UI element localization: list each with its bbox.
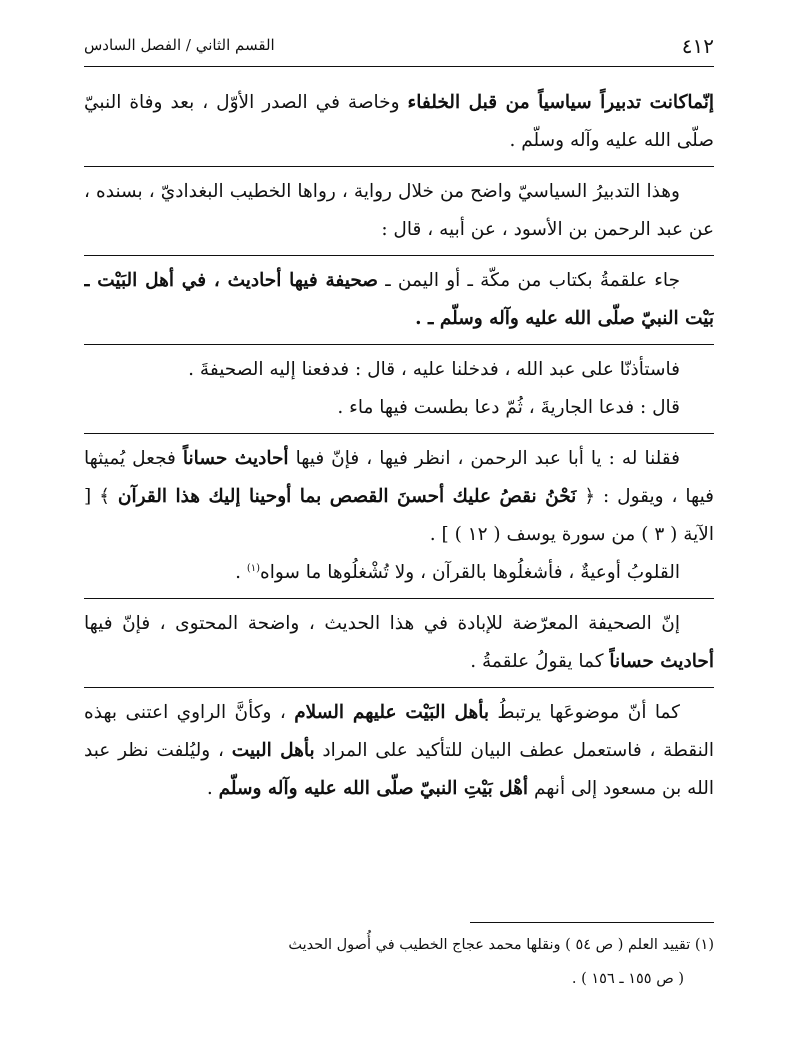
bold-phrase: أحاديث حساناً	[609, 651, 714, 672]
paragraph-4	[84, 344, 714, 389]
page-header	[84, 30, 714, 64]
footnote-rule	[470, 922, 714, 923]
paragraph-6	[84, 433, 714, 554]
body-text	[84, 84, 714, 904]
text-run: ﴾ [ الآية ( ٣ ) من سورة يوسف ( ١٢ ) ] .	[84, 486, 714, 545]
text-run: .	[235, 562, 247, 583]
text-run: قال : فدعا الجاريةَ ، ثُمّ دعا بطست فيها ماء .	[337, 397, 680, 418]
text-run: كما يقولُ علقمةُ .	[470, 651, 610, 672]
text-run: فاستأذنّا على عبد الله ، فدخلنا عليه ، قال : فدفعنا إليه الصحيفةَ .	[188, 359, 680, 380]
text-run: .	[206, 778, 219, 799]
text-run: فجعل يُميثها فيها ، ويقول : ﴿	[84, 448, 714, 507]
text-run: فقلنا له : يا أبا عبد الرحمن ، انظر فيها ، فإنّ فيها	[288, 448, 680, 469]
paragraph-2	[84, 166, 714, 249]
text-run: جاء علقمةُ بكتاب من مكّة ـ أو اليمن ـ	[378, 270, 681, 291]
text-run: كما أنّ موضوعَها يرتبطُ	[489, 702, 680, 723]
bold-phrase: إنّماكانت تدبيراً سياسياً من قبل الخلفاء	[407, 92, 714, 113]
text-run: وخاصة في الصدر الأوّل ، بعد وفاة النبيّ صلّى الله عليه وآله وسلّم .	[84, 92, 714, 151]
text-run: ، وكأنَّ الراوي اعتنى بهذه النقطة ، فاستعمل عطف البيان للتأكيد على المراد	[84, 702, 714, 761]
paragraph-1	[84, 84, 714, 160]
footnote-marker: (١)	[246, 562, 261, 574]
bold-phrase: أهْل بَيْتِ النبيّ صلّى الله عليه وآله وسلّم	[218, 778, 529, 799]
bold-phrase: بأهل البَيْت عليهم السلام	[294, 702, 490, 723]
page-number: ٤١٢	[681, 34, 714, 58]
paragraph-8	[84, 598, 714, 681]
bold-phrase: نَحْنُ نقصُ عليك أحسنَ القصص بما أوحينا إليك هذا القرآن	[117, 486, 577, 507]
text-run: إنّ الصحيفة المعرّضة للإبادة في هذا الحديث ، واضحة المحتوى ، فإنّ فيها	[84, 613, 680, 634]
footnote-1-line-1: (١) تقييد العلم ( ص ٥٤ ) ونقلها محمد عجاج الخطيب في أُصول الحديث	[288, 937, 714, 953]
text-run: القلوبُ أوعيةٌ ، فأشغلُوها بالقرآن ، ولا تُشْغلُوها ما سواه	[260, 562, 680, 583]
bold-phrase: بأهل البيت	[231, 740, 315, 761]
bold-phrase: أحاديث حساناً	[182, 448, 289, 469]
header-rule	[84, 66, 714, 67]
running-title: القسم الثاني / الفصل السادس	[84, 36, 275, 54]
paragraph-3	[84, 255, 714, 338]
footnotes	[84, 928, 714, 996]
paragraph-7	[84, 554, 714, 592]
paragraph-5	[84, 389, 714, 427]
footnote-1-line-2: ( ص ١٥٥ ـ ١٥٦ ) .	[571, 971, 684, 987]
text-run: وهذا التدبيرُ السياسيّ واضح من خلال رواية ، رواها الخطيب البغداديّ ، بسنده ، عن عبد الرحمن بن الأسود ، عن أبيه ، قال :	[84, 181, 714, 240]
bold-phrase: صحيفة فيها أحاديث ، في أهل البَيْت ـ بَيْت النبيّ صلّى الله عليه وآله وسلّم ـ .	[84, 270, 714, 329]
text-run: ، وليُلفت نظر عبد الله بن مسعود إلى أنهم	[84, 740, 714, 799]
paragraph-9	[84, 687, 714, 808]
